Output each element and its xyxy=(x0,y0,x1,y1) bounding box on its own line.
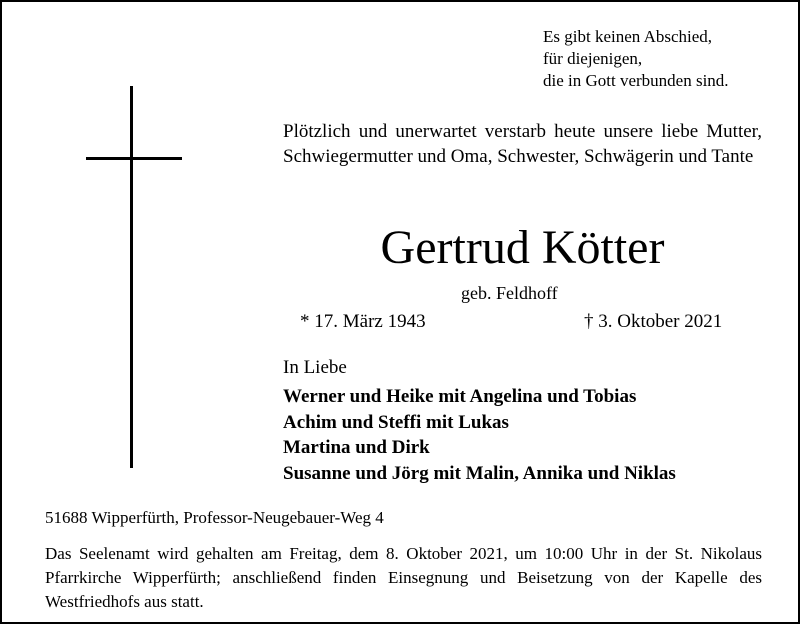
motto-line: für diejenigen, xyxy=(543,49,643,68)
mourner-line: Susanne und Jörg mit Malin, Annika und Niklas xyxy=(283,462,676,484)
motto-line: die in Gott verbunden sind. xyxy=(543,71,729,90)
mourner-line: Achim und Steffi mit Lukas xyxy=(283,411,509,433)
cross-horizontal-bar xyxy=(86,157,182,160)
mourner-line: Werner und Heike mit Angelina und Tobias xyxy=(283,386,637,407)
maiden-name: geb. Feldhoff xyxy=(461,283,558,303)
mourners-list xyxy=(283,384,676,486)
deceased-name: Gertrud Kötter xyxy=(380,221,665,274)
mourner-line: Martina und Dirk xyxy=(283,437,430,458)
cross-vertical-bar xyxy=(130,86,133,468)
intro-text: Plötzlich und unerwartet verstarb heute unsere liebe Mutter, Schwiegermutter und Oma, Schwester, Schwägerin und Tante xyxy=(283,121,762,167)
mourners-heading: In Liebe xyxy=(283,357,347,378)
birth-date: * 17. März 1943 xyxy=(300,311,426,332)
address: 51688 Wipperfürth, Professor-Neugebauer-Weg 4 xyxy=(45,508,384,527)
service-info: Das Seelenamt wird gehalten am Freitag, dem 8. Oktober 2021, um 10:00 Uhr in der St. Nikolaus Pfarrkirche Wipperfürth; anschließend finden Einsegnung und Beisetzung von der Kapelle des Westfriedhofs aus statt. xyxy=(45,544,762,611)
motto-line: Es gibt keinen Abschied, xyxy=(543,27,713,46)
motto-verse xyxy=(543,26,729,92)
death-date: † 3. Oktober 2021 xyxy=(584,311,723,332)
